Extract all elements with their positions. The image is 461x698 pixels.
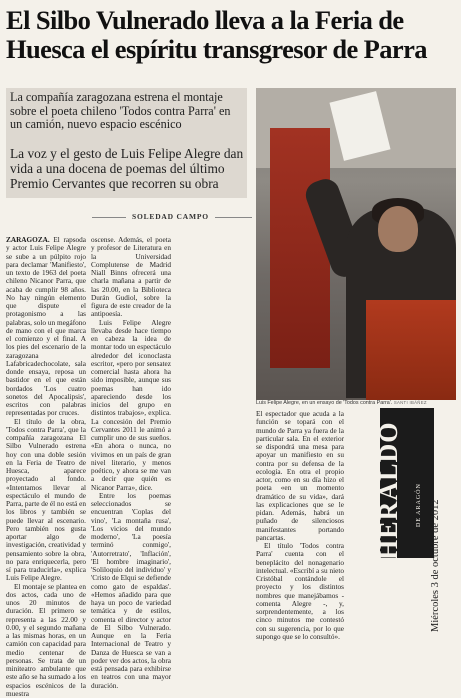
paragraph: El montaje se plantea en dos actos, cada uno de unos 20 minutos de duración. El primero se representa a las 22.00 y 0.00, y el segundo mañana a las mismas horas, en un camión con capacidad para medio centenar de personas. Se trata de un miniteatro ambulante que este año se ha sumado a los espacios escénicos de la muestra <box>6 583 86 698</box>
byline: SOLEDAD CAMPO <box>126 212 215 221</box>
dateline: ZARAGOZA. <box>6 236 50 244</box>
publication-date: Miércoles 3 de octubre de 2012 <box>430 499 441 632</box>
article-photo <box>256 88 456 400</box>
paragraph: Entre los poemas seleccionados se encuentran 'Coplas del vino', 'La montaña rusa', 'Los vicios del mundo moderno', 'La poesía terminó conmigo', 'Autorretrato', 'Inflación', 'El hombre imaginario', 'Soliloquio del individuo' y 'Cristo de Elqui se defiende como gato de espaldas'. «Hemos añadido para que haya un poco de variedad temática y de estilos, comenta el director y actor de El Silbo Vulnerado. Aunque en la Feria Internacional de Teatro y Danza de Huesca se van a poder ver dos actos, la obra está pensada para exhibirse en teatros con una mayor duración. <box>91 492 171 690</box>
photo-credit: SANTI IBÁÑEZ <box>394 400 427 405</box>
body-column-2 <box>91 236 171 634</box>
paragraph: oscense. Además, el poeta y profesor de Literatura en la Universidad Complutense de Madrid Niall Binns ofrecerá una charla mañana a partir de las 20.00, en la Biblioteca Durán Gudiol, sobre la figura de este creador de la antipoesía. <box>91 236 171 319</box>
body-column-1 <box>6 236 86 634</box>
subtitle-secondary: La voz y el gesto de Luis Felipe Alegre dan vida a una docena de poemas del último Premio Cervantes que recorren su obra <box>10 146 246 191</box>
masthead-name: HERALDO <box>374 422 404 560</box>
photo-caption <box>256 400 456 406</box>
paragraph: El título 'Todos contra Parra' cuenta con el beneplácito del nonagenario intelectual. «Escribí a su nieto Cristóbal contándole el proyecto y los distintos nombres que manejábamos - comenta Alegre -, y, sorprendentemente, a los cinco minutos me contestó con su sugerencia, por lo que supongo que se lo consultó». <box>256 542 344 641</box>
caption-text: Luis Felipe Alegre, en un ensayo de 'Todos contra Parra'. <box>256 400 392 406</box>
masthead-subtitle: DE ARAGÓN <box>416 483 422 527</box>
subtitle-primary: La compañía zaragozana estrena el montaje sobre el poeta chileno 'Todos contra Parra' en un camión, nuevo espacio escénico <box>10 91 244 132</box>
paragraph: El título de la obra, 'Todos contra Parra', que la compañía zaragozana El Silbo Vulnerado estrena hoy con una doble sesión en la Feria de Teatro de Huesca, aparece proyectado al fondo. «Intentamos llevar al espectáculo el mundo de Parra, parte de él no está en los libros y también se puede llevar al escenario. Pero también nos gusta aportar algo de investigación, creatividad y pensamiento sobre la obra, no para enriquecerla, pero sí para traducirla», explica Luis Felipe Alegre. <box>6 418 86 583</box>
paragraph: El espectador que acuda a la función se topará con el mundo de Parra ya fuera de la particular sala. En el exterior se dispondrá una mesa para apoyar un manifiesto en su contra por su defensa de la ecología. En otra el propio actor, como en su día hizo el poeta «en un momento dramático de su vida», dará las explicaciones que se le pidan. Además, habrá un puñado de silenciosos manifestantes portando pancartas. <box>256 410 344 542</box>
paragraph: Luis Felipe Alegre llevaba desde hace tiempo en cabeza la idea de montar todo un espectáculo alrededor del iconoclasta escritor, «pero por sensatez comercial hasta ahora ha sido imposible, aunque sus poemas han ido apareciendo desde los inicios del grupo en distintos trabajos», explica. La concesión del Premio Cervantes 2011 le animó a cumplir uno de sus sueños. «En ahora o nunca, no vivimos en un país de gran nivel literario, y menos poético, y ahora se me van a decir que quién es Nicanor Parra», dice. <box>91 319 171 492</box>
paragraph: El rapsoda y actor Luis Felipe Alegre se sube a un púlpito rojo para declamar 'Manifiesto', un texto de 1963 del poeta chileno Nicanor Parra, que acaba de cumplir 98 años. No hay ningún elemento que dispute el protagonismo a las palabras, solo un megáfono de mano con el que marca el comienzo y el final. A los pies del escenario de la zaragozana Lafabricadechocolate, sala donde ensaya, reposa un bastidor en el que están bordados 'Los cuatro sonetos del Apocalipsis', escritos con palabras representadas por cruces. <box>6 236 86 417</box>
headline: El Silbo Vulnerado lleva a la Feria de Huesca el espíritu transgresor de Parra <box>6 6 456 64</box>
body-column-3 <box>256 410 344 636</box>
